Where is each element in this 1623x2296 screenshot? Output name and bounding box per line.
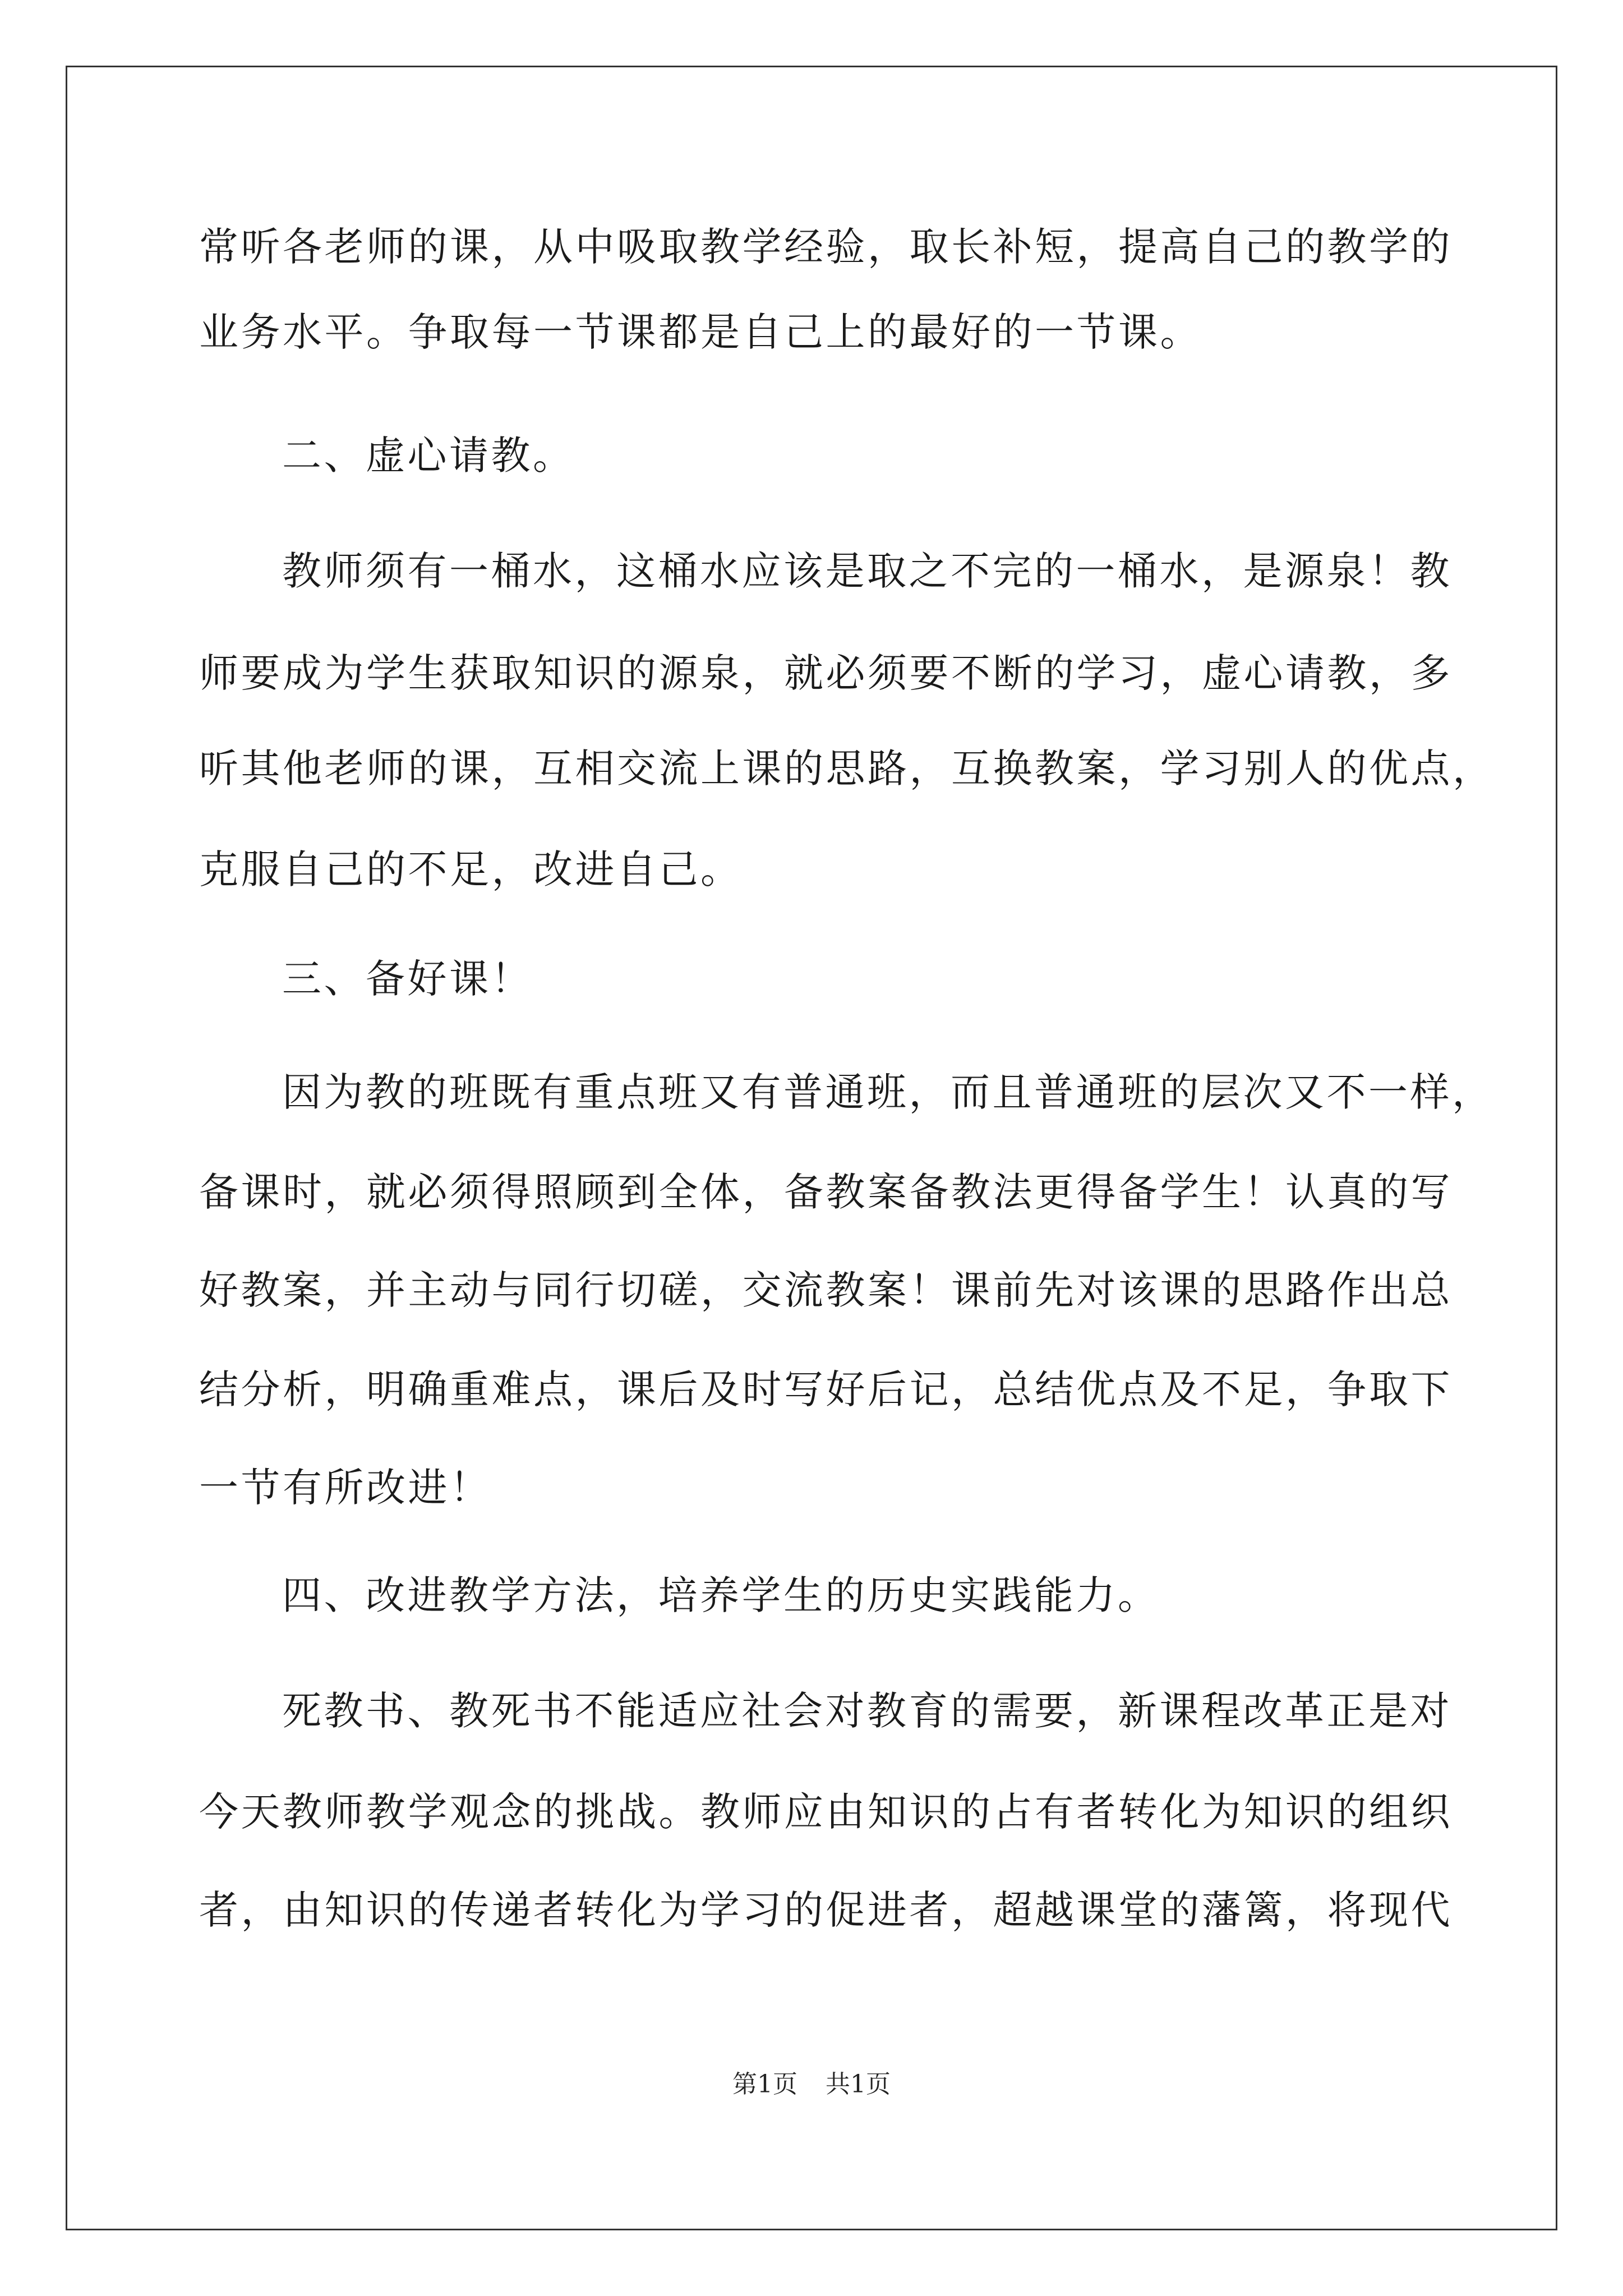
text-line: 业务水平。争取每一节课都是自己上的最好的一节课。 <box>199 309 1202 355</box>
text-line: 死教书、教死书不能适应社会对教育的需要，新课程改革正是对 <box>282 1688 1452 1734</box>
text-line: 常听各老师的课，从中吸取教学经验，取长补短，提高自己的教学的 <box>199 224 1453 270</box>
text-line: 因为教的班既有重点班又有普通班，而且普通班的层次又不一样， <box>282 1069 1494 1115</box>
text-line: 备课时，就必须得照顾到全体，备教案备教法更得备学生！认真的写 <box>199 1169 1453 1215</box>
section-heading: 三、备好课！ <box>282 956 533 1002</box>
text-line: 今天教师教学观念的挑战。教师应由知识的占有者转化为知识的组织 <box>199 1789 1453 1835</box>
text-line: 者，由知识的传递者转化为学习的促进者，超越课堂的藩篱，将现代 <box>199 1887 1453 1933</box>
text-line: 听其他老师的课，互相交流上课的思路，互换教案，学习别人的优点， <box>199 746 1495 792</box>
text-line: 教师须有一桶水，这桶水应该是取之不完的一桶水，是源泉！教 <box>282 548 1452 594</box>
section-heading: 四、改进教学方法，培养学生的历史实践能力。 <box>282 1572 1160 1618</box>
text-line: 好教案，并主动与同行切磋，交流教案！课前先对该课的思路作出总 <box>199 1267 1453 1313</box>
page-number-current: 第1页 <box>732 2070 797 2099</box>
text-line: 师要成为学生获取知识的源泉，就必须要不断的学习，虚心请教，多 <box>199 650 1453 696</box>
section-heading: 二、虚心请教。 <box>282 432 575 478</box>
text-line: 一节有所改进！ <box>199 1465 492 1511</box>
text-line: 克服自己的不足，改进自己。 <box>199 846 743 892</box>
page-number-total: 共1页 <box>826 2070 891 2099</box>
page-footer <box>0 2068 1623 2101</box>
text-line: 结分析，明确重难点，课后及时写好后记，总结优点及不足，争取下 <box>199 1366 1453 1412</box>
